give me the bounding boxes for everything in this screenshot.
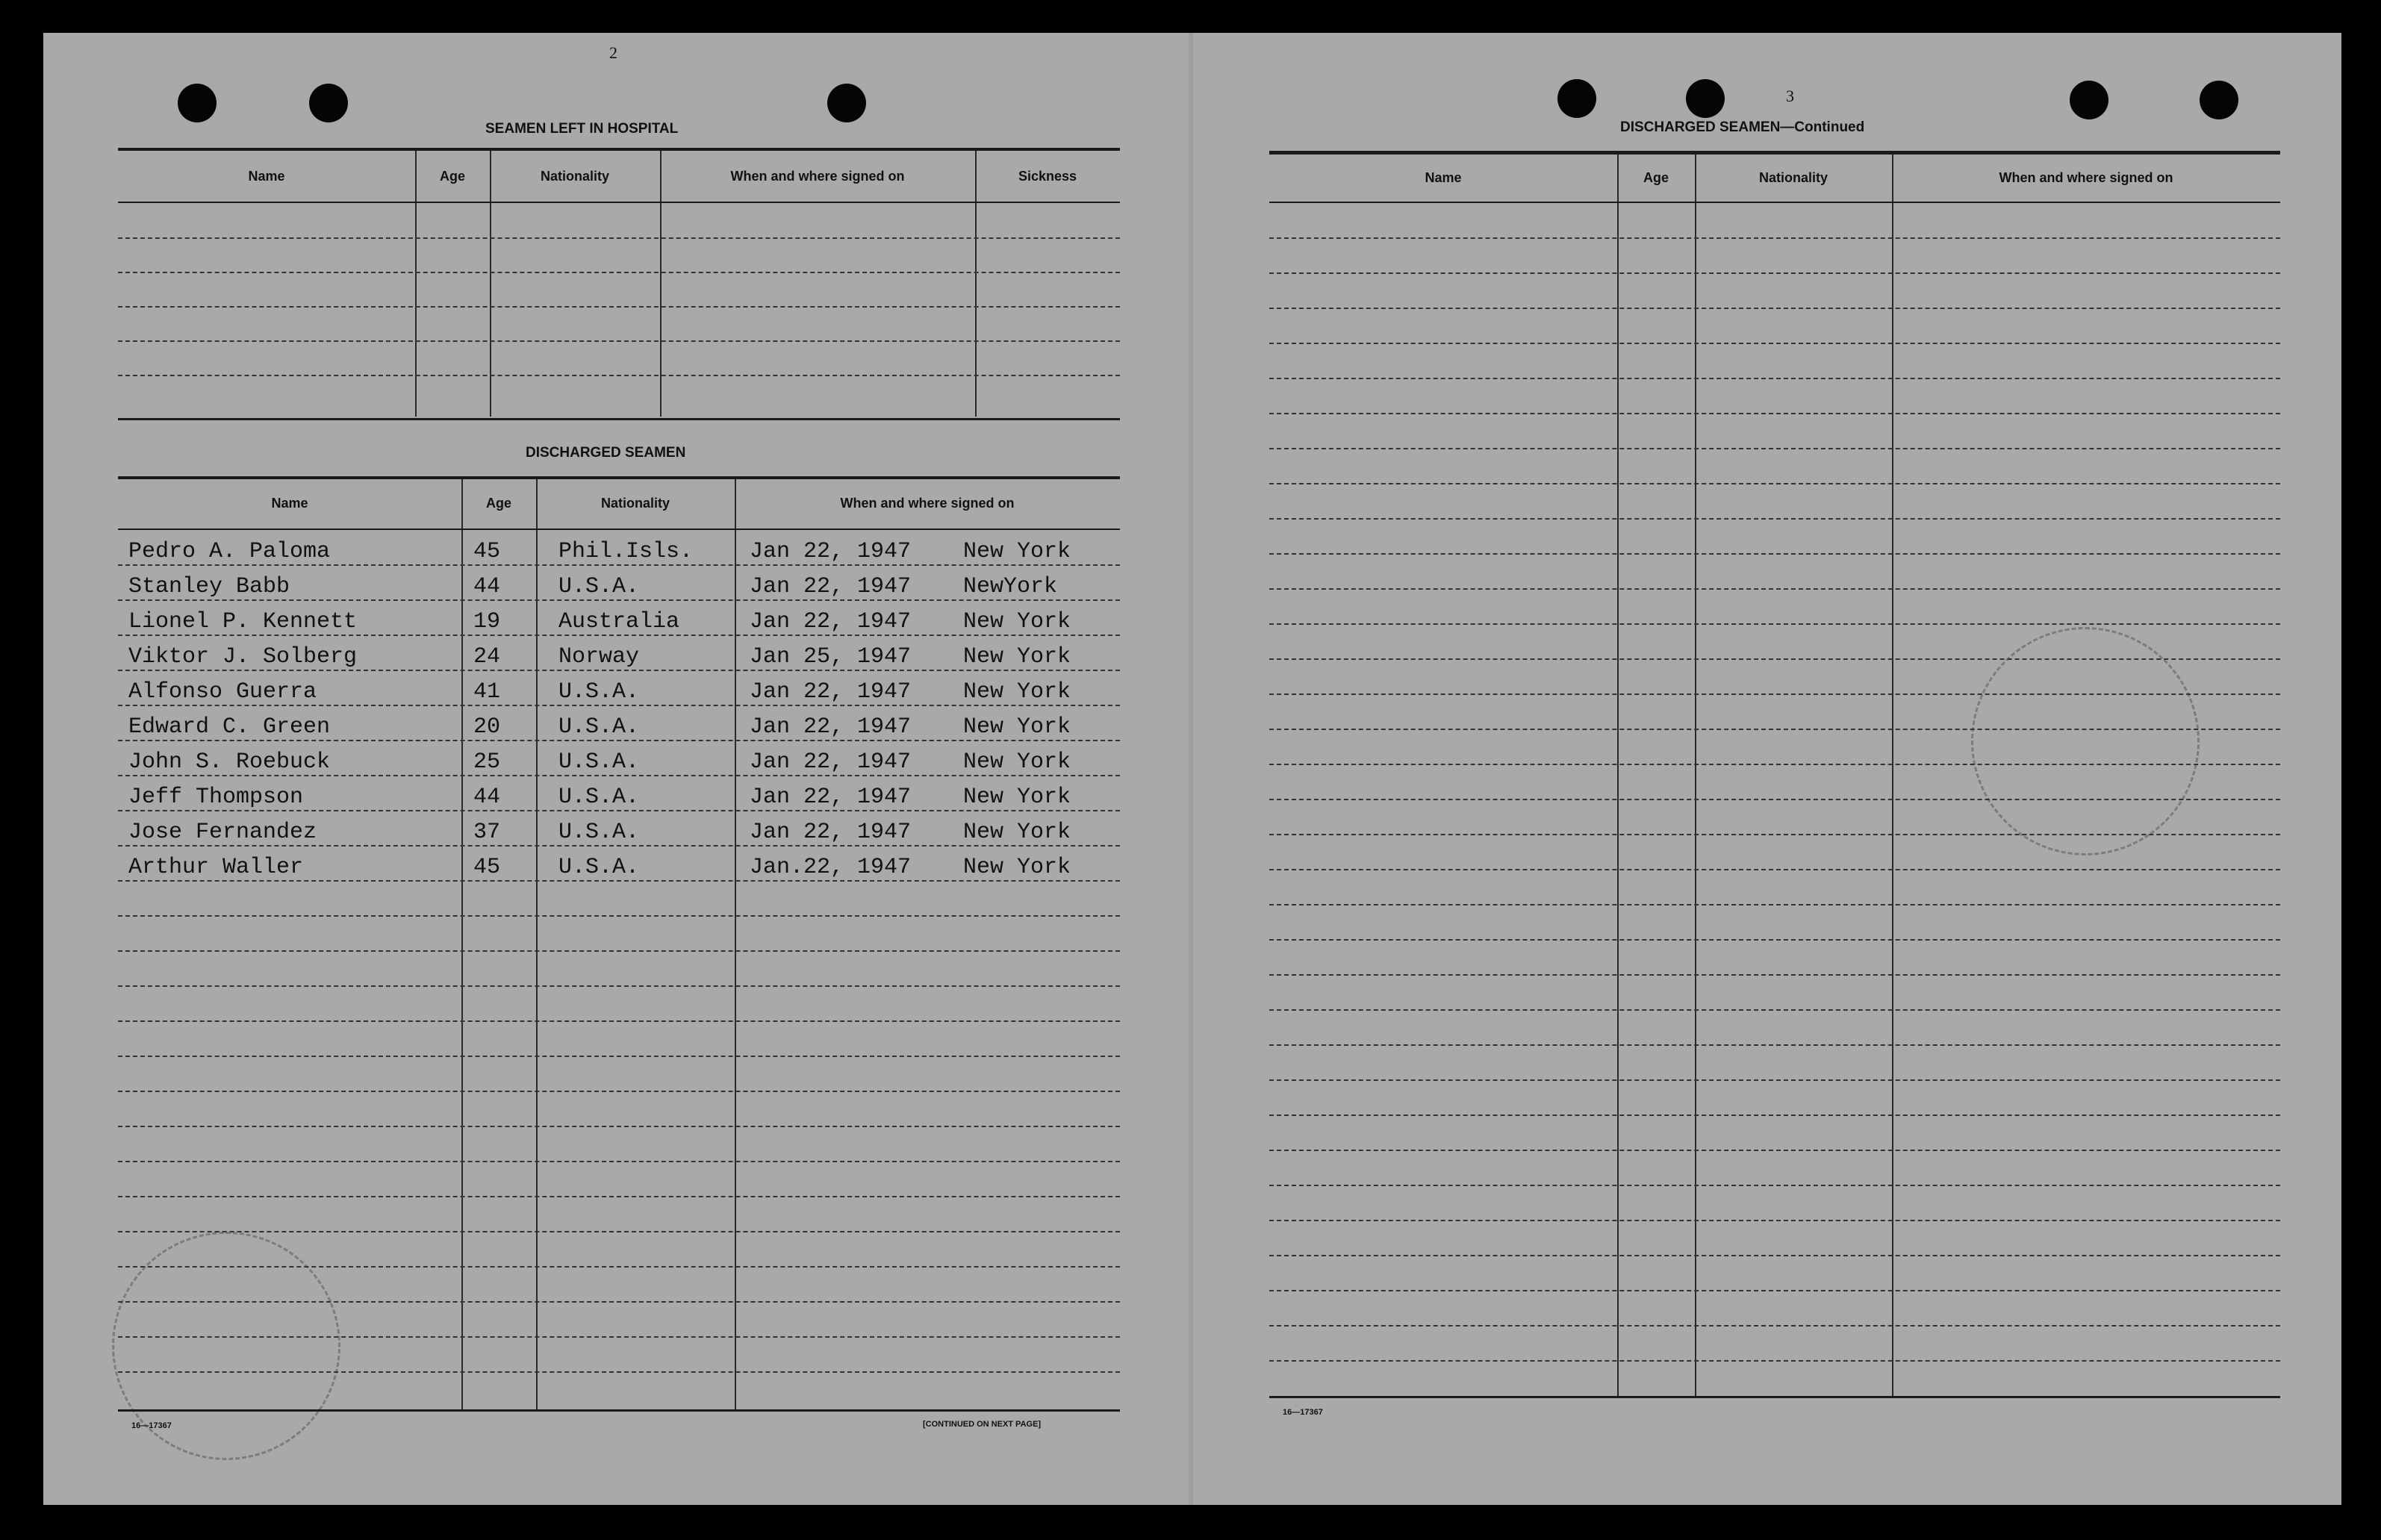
ruled-line [118,340,1120,342]
faint-stamp [1971,627,2200,855]
ruled-line [118,1301,1120,1303]
ruled-line [1269,272,2280,274]
ruled-line [1269,1185,2280,1186]
punch-hole [2200,81,2238,119]
ruled-line [1269,693,2280,695]
seaman-age: 37 [473,820,501,845]
ruled-line [1269,799,2280,800]
hospital-col-header: Name [248,169,285,184]
seaman-age: 44 [473,574,501,599]
seaman-name: Lionel P. Kennett [128,609,358,635]
column-divider [1695,155,1696,1398]
ruled-line [118,272,1120,273]
seaman-age: 24 [473,644,501,670]
ruled-line [118,237,1120,239]
seaman-name: Viktor J. Solberg [128,644,358,670]
punch-hole [1557,79,1596,118]
ruled-line [1269,1115,2280,1116]
header-rule [1269,202,2280,203]
ruled-line [1269,1044,2280,1046]
ruled-line [1269,553,2280,555]
ruled-line [1269,1009,2280,1011]
ruled-line [118,1231,1120,1232]
seaman-nationality: U.S.A. [558,749,640,775]
hospital-top-rule [118,148,1120,151]
seaman-name: Jose Fernandez [128,820,317,845]
ruled-line [1269,834,2280,835]
signed-on-date: Jan.22, 1947 [750,855,912,880]
signed-on-place: New York [963,855,1071,880]
header-rule [118,529,1120,530]
column-divider [490,151,491,417]
ruled-line [1269,869,2280,870]
ruled-line [1269,1325,2280,1327]
continued-section-title: DISCHARGED SEAMEN—Continued [1620,119,1865,135]
ruled-line [118,775,1120,776]
punch-hole [827,84,866,122]
column-divider [415,151,417,417]
signed-on-place: New York [963,679,1071,705]
ruled-line [1269,904,2280,905]
ruled-line [118,375,1120,376]
discharged-col-header: Age [485,496,511,511]
signed-on-date: Jan 22, 1947 [750,574,912,599]
signed-on-place: New York [963,539,1071,564]
ruled-line [1269,1255,2280,1256]
column-divider [1892,155,1893,1398]
right-col-header: Age [1643,170,1669,185]
hospital-col-header: Nationality [540,169,609,184]
ruled-line [118,880,1120,882]
right-col-header: Nationality [1758,170,1828,185]
seaman-name: Stanley Babb [128,574,290,599]
ruled-line [118,1371,1120,1373]
seaman-age: 25 [473,749,501,775]
seaman-name: Arthur Waller [128,855,304,880]
seaman-nationality: Phil.Isls. [558,539,694,564]
signed-on-place: New York [963,609,1071,635]
ruled-line [1269,448,2280,449]
ruled-line [118,635,1120,636]
ruled-line [118,1020,1120,1022]
ruled-line [1269,729,2280,730]
seaman-age: 45 [473,855,501,880]
ruled-line [1269,658,2280,660]
ruled-line [1269,764,2280,765]
punch-hole [309,84,348,122]
hospital-col-header: Sickness [1018,169,1077,184]
column-divider [660,151,662,417]
page-number: 3 [1786,87,1794,105]
ruled-line [118,1266,1120,1268]
page-number: 2 [609,43,617,62]
ruled-line [1269,237,2280,239]
signed-on-date: Jan 22, 1947 [750,714,912,740]
ruled-line [118,950,1120,952]
ruled-line [1269,483,2280,484]
column-divider [975,151,977,417]
signed-on-place: New York [963,714,1071,740]
continued-note: [CONTINUED ON NEXT PAGE] [923,1420,1042,1429]
seaman-age: 19 [473,609,501,635]
signed-on-date: Jan 22, 1947 [750,609,912,635]
seaman-name: John S. Roebuck [128,749,331,775]
table-bottom-rule [1269,1396,2280,1398]
signed-on-place: New York [963,644,1071,670]
punch-hole [2070,81,2108,119]
discharged-col-header: When and where signed on [840,496,1015,511]
ruled-line [118,1091,1120,1092]
ruled-line [1269,1079,2280,1081]
ruled-line [118,670,1120,671]
page-fold [1189,33,1193,1505]
punch-hole [178,84,217,122]
right-top-rule [1269,151,2280,155]
column-divider [536,479,538,1411]
signed-on-date: Jan 22, 1947 [750,820,912,845]
ruled-line [1269,1150,2280,1151]
seaman-nationality: Norway [558,644,640,670]
seaman-nationality: U.S.A. [558,574,640,599]
ruled-line [1269,378,2280,379]
ruled-line [118,1161,1120,1162]
signed-on-date: Jan 22, 1947 [750,785,912,810]
signed-on-place: New York [963,785,1071,810]
seaman-name: Alfonso Guerra [128,679,317,705]
ruled-line [1269,939,2280,941]
column-divider [735,479,736,1411]
form-number: 16—17367 [131,1421,172,1430]
ruled-line [1269,974,2280,976]
signed-on-date: Jan 22, 1947 [750,749,912,775]
seaman-nationality: U.S.A. [558,820,640,845]
seaman-nationality: U.S.A. [558,785,640,810]
discharged-top-rule [118,476,1120,479]
column-divider [461,479,463,1411]
right-col-header: When and where signed on [1999,170,2173,185]
ruled-line [118,845,1120,847]
ruled-line [118,740,1120,741]
right-col-header: Name [1425,170,1462,185]
hospital-col-header: Age [439,169,465,184]
seaman-age: 45 [473,539,501,564]
hospital-col-header: When and where signed on [730,169,905,184]
seaman-nationality: U.S.A. [558,714,640,740]
signed-on-place: New York [963,749,1071,775]
seaman-name: Pedro A. Paloma [128,539,331,564]
ruled-line [118,705,1120,706]
ruled-line [1269,623,2280,625]
seaman-nationality: Australia [558,609,680,635]
ruled-line [118,810,1120,811]
signed-on-date: Jan 22, 1947 [750,679,912,705]
ruled-line [1269,343,2280,344]
ruled-line [1269,588,2280,590]
ruled-line [1269,1360,2280,1362]
signed-on-place: NewYork [963,574,1058,599]
discharged-col-header: Name [271,496,308,511]
ruled-line [1269,518,2280,520]
seaman-name: Jeff Thompson [128,785,304,810]
table-bottom-rule [118,1409,1120,1412]
ruled-line [1269,413,2280,414]
discharged-section-title: DISCHARGED SEAMEN [526,445,686,461]
signed-on-place: New York [963,820,1071,845]
header-rule [118,202,1120,203]
section-end-rule [118,418,1120,420]
seaman-age: 41 [473,679,501,705]
ruled-line [118,1126,1120,1127]
form-number: 16—17367 [1283,1408,1323,1417]
ruled-line [118,1056,1120,1057]
discharged-col-header: Nationality [600,496,670,511]
ruled-line [1269,1290,2280,1291]
ruled-line [118,306,1120,308]
ruled-line [118,1336,1120,1338]
ruled-line [118,1196,1120,1197]
seaman-nationality: U.S.A. [558,679,640,705]
seaman-name: Edward C. Green [128,714,331,740]
ruled-line [1269,1220,2280,1221]
signed-on-date: Jan 25, 1947 [750,644,912,670]
punch-hole [1686,79,1725,118]
ruled-line [1269,308,2280,309]
ruled-line [118,564,1120,566]
seaman-age: 44 [473,785,501,810]
ruled-line [118,599,1120,601]
column-divider [1617,155,1619,1398]
signed-on-date: Jan 22, 1947 [750,539,912,564]
ruled-line [118,915,1120,917]
seaman-age: 20 [473,714,501,740]
ruled-line [118,985,1120,987]
seaman-nationality: U.S.A. [558,855,640,880]
hospital-section-title: SEAMEN LEFT IN HOSPITAL [485,121,679,137]
